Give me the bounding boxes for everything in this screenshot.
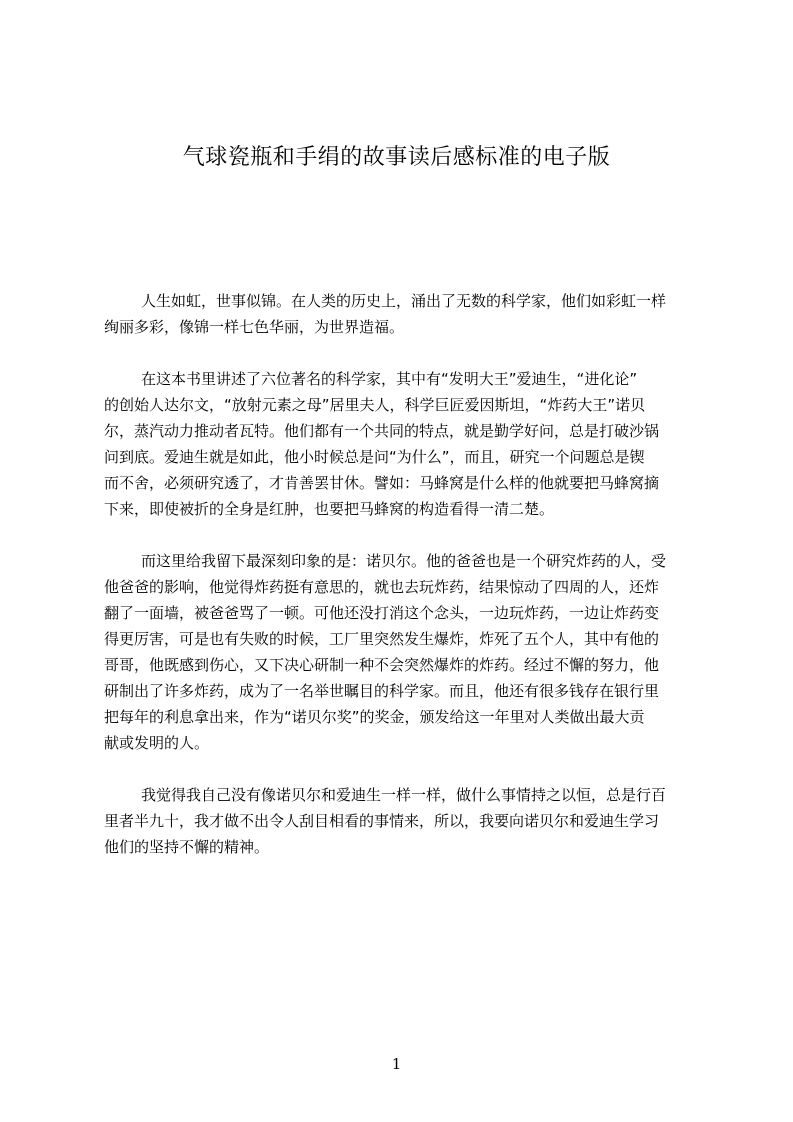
paragraph-2 bbox=[104, 366, 698, 522]
paragraph-3 bbox=[104, 548, 698, 756]
text-line: 里者半九十，我才做不出令人刮目相看的事情来，所以，我要向诺贝尔和爱迪生学习 bbox=[104, 812, 660, 830]
text-line: 问到底。爱迪生就是如此，他小时候总是问“为什么”，而且，研究一个问题总是锲 bbox=[104, 448, 645, 466]
text-line: 下来，即使被折的全身是红肿，也要把马蜂窝的构造看得一清二楚。 bbox=[104, 500, 555, 518]
text-line: 哥哥，他既感到伤心，又下决心研制一种不会突然爆炸的炸药。经过不懈的努力，他 bbox=[104, 656, 660, 674]
text-line: 得更厉害，可是也有失败的时候，工厂里突然发生爆炸，炸死了五个人，其中有他的 bbox=[104, 630, 660, 648]
document-body bbox=[104, 288, 698, 886]
text-line: 人生如虹，世事似锦。在人类的历史上，涌出了无数的科学家，他们如彩虹一样 bbox=[141, 292, 667, 310]
page-number: 1 bbox=[391, 1055, 402, 1073]
text-line: 把每年的利息拿出来，作为“诺贝尔奖”的奖金，颁发给这一年里对人类做出最大贡 bbox=[104, 708, 645, 726]
document-title: 气球瓷瓶和手绢的故事读后感标准的电子版 bbox=[182, 145, 611, 170]
text-line: 我觉得我自己没有像诺贝尔和爱迪生一样一样，做什么事情持之以恒，总是行百 bbox=[141, 786, 667, 804]
text-line: 他爸爸的影响，他觉得炸药挺有意思的，就也去玩炸药，结果惊动了四周的人，还炸 bbox=[104, 578, 660, 596]
paragraph-4 bbox=[104, 782, 698, 860]
text-line: 在这本书里讲述了六位著名的科学家，其中有“发明大王”爱迪生，“进化论” bbox=[141, 370, 638, 388]
text-line: 绚丽多彩，像锦一样七色华丽，为世界造福。 bbox=[104, 318, 405, 336]
text-line: 尔，蒸汽动力推动者瓦特。他们都有一个共同的特点，就是勤学好问，总是打破沙锅 bbox=[104, 422, 660, 440]
text-line: 他们的坚持不懈的精神。 bbox=[104, 838, 270, 856]
text-line: 的创始人达尔文，“放射元素之母”居里夫人，科学巨匠爱因斯坦，“炸药大王”诺贝 bbox=[104, 396, 646, 414]
paragraph-1 bbox=[104, 288, 698, 340]
text-line: 研制出了许多炸药，成为了一名举世瞩目的科学家。而且，他还有很多钱存在银行里 bbox=[104, 682, 660, 700]
text-line: 而这里给我留下最深刻印象的是：诺贝尔。他的爸爸也是一个研究炸药的人，受 bbox=[141, 552, 667, 570]
text-line: 献或发明的人。 bbox=[104, 734, 210, 752]
text-line: 而不舍，必须研究透了，才肯善罢甘休。譬如：马蜂窝是什么样的他就要把马蜂窝摘 bbox=[104, 474, 660, 492]
text-line: 翻了一面墙，被爸爸骂了一顿。可他还没打消这个念头，一边玩炸药，一边让炸药变 bbox=[104, 604, 660, 622]
